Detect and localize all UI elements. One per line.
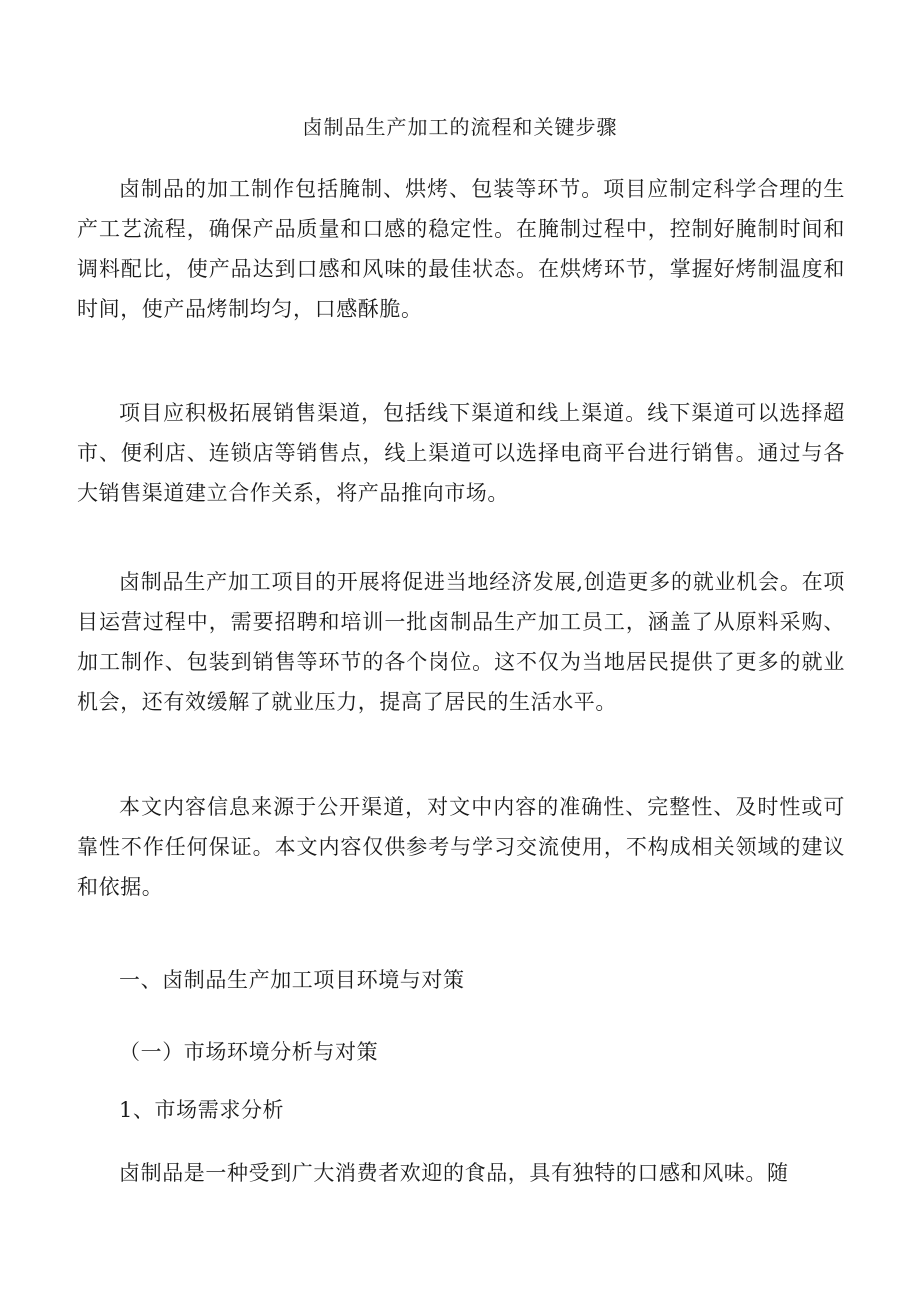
paragraph-sales-channels: 项目应积极拓展销售渠道，包括线下渠道和线上渠道。线下渠道可以选择超市、便利店、连锁店等销售点，线上渠道可以选择电商平台进行销售。通过与各大销售渠道建立合作关系，将产品推向市场。 bbox=[77, 401, 845, 505]
paragraph-processing-steps: 卤制品的加工制作包括腌制、烘烤、包装等环节。项目应制定科学合理的生产工艺流程，确保产品质量和口感的稳定性。在腌制过程中，控制好腌制时间和调料配比，使产品达到口感和风味的最佳状态。在烘烤环节，掌握好烤制温度和时间，使产品烤制均匀，口感酥脆。 bbox=[77, 177, 845, 321]
paragraph-market-demand: 卤制品是一种受到广大消费者欢迎的食品，具有独特的口感和风味。随 bbox=[119, 1161, 789, 1185]
subsection-heading: （一）市场环境分析与对策 bbox=[119, 1040, 379, 1064]
paragraph-disclaimer: 本文内容信息来源于公开渠道，对文中内容的准确性、完整性、及时性或可靠性不作任何保证。本文内容仅供参考与学习交流使用，不构成相关领域的建议和依据。 bbox=[77, 795, 845, 899]
section-heading: 一、卤制品生产加工项目环境与对策 bbox=[119, 968, 465, 992]
item-heading: 1、市场需求分析 bbox=[119, 1098, 285, 1122]
document-title: 卤制品生产加工的流程和关键步骤 bbox=[302, 115, 618, 139]
paragraph-employment: 卤制品生产加工项目的开展将促进当地经济发展,创造更多的就业机会。在项目运营过程中，需要招聘和培训一批卤制品生产加工员工，涵盖了从原料采购、加工制作、包装到销售等环节的各个岗位。这不仅为当地居民提供了更多的就业机会，还有效缓解了就业压力，提高了居民的生活水平。 bbox=[77, 570, 845, 714]
